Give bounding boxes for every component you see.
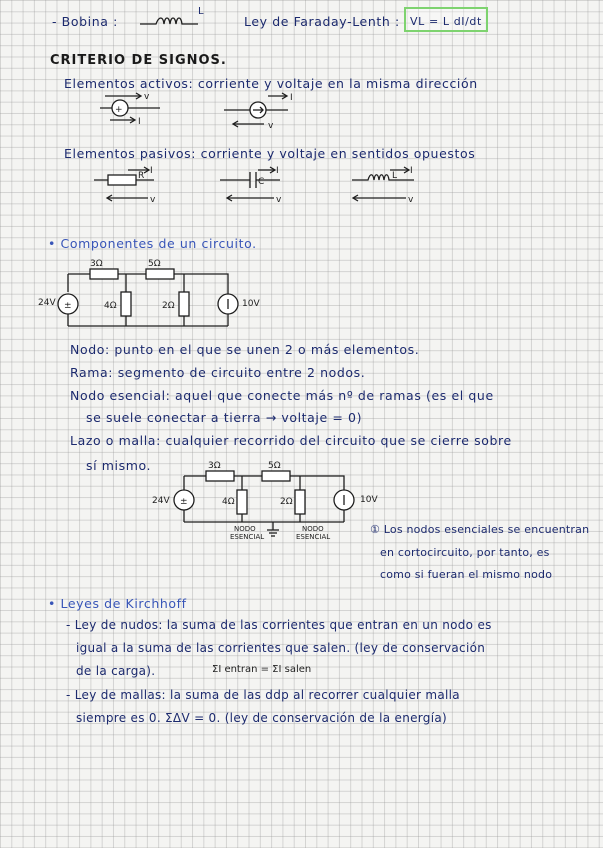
c2-nodo-b-label: NODO [302, 525, 324, 533]
active-v-label-1: v [144, 92, 150, 102]
c2-v1-label: 24V [152, 496, 170, 506]
c2-r2-label: 5Ω [268, 461, 281, 471]
essential-nodes-note-1: ① Los nodos esenciales se encuentran [370, 523, 590, 536]
passive-c-i-label: I [276, 166, 279, 176]
bobina-label: - Bobina : [52, 14, 118, 29]
signs-title: CRITERIO DE SIGNOS. [50, 53, 227, 68]
passive-resistor-symbol [94, 164, 164, 210]
passive-inductor-symbol [352, 164, 432, 210]
svg-text:+: + [115, 105, 123, 115]
c2-r4-label: 2Ω [280, 497, 293, 507]
nodo-definition: Nodo: punto en el que se unen 2 o más elementos. [70, 342, 420, 357]
kirchhoff-heading: • Leyes de Kirchhoff [48, 596, 187, 611]
passive-capacitor-symbol [220, 164, 300, 210]
active-i-label-2: I [290, 93, 293, 103]
c1-r1-label: 3Ω [90, 259, 103, 269]
ley-nudos-line-3: de la carga). [76, 664, 156, 678]
c2-r1-label: 3Ω [208, 461, 221, 471]
svg-text:±: ± [64, 301, 72, 311]
ley-mallas-line-1: - Ley de mallas: la suma de las ddp al recorrer cualquier malla [66, 688, 460, 702]
lazo-definition-2: sí mismo. [86, 458, 152, 473]
passive-l-label: L [392, 171, 398, 181]
coil-symbol-label: L [198, 6, 205, 17]
nodo-esencial-definition-1: Nodo esencial: aquel que conecte más nº de ramas (es el que [70, 388, 494, 403]
c2-v2-label: 10V [360, 495, 378, 505]
active-v-label-2: v [268, 121, 274, 131]
c1-v2-label: 10V [242, 299, 260, 309]
c2-r3-label: 4Ω [222, 497, 235, 507]
active-i-label-1: I [138, 117, 141, 127]
faraday-label: Ley de Faraday-Lenth : [244, 14, 400, 29]
circuit-diagram-2 [178, 458, 378, 548]
active-elements-text: Elementos activos: corriente y voltaje en la misma dirección [64, 76, 478, 91]
ley-nudos-line-1: - Ley de nudos: la suma de las corrientes que entran en un nodo es [66, 618, 492, 632]
essential-nodes-note-3: como si fueran el mismo nodo [380, 568, 553, 581]
c2-esencial-a-label: ESENCIAL [230, 533, 265, 541]
passive-r-label: R [138, 171, 145, 181]
faraday-formula-box [404, 7, 488, 32]
lazo-definition-1: Lazo o malla: cualquier recorrido del circuito que se cierre sobre [70, 433, 512, 448]
passive-c-v-label: v [276, 195, 282, 205]
passive-l-i-label: I [410, 166, 413, 176]
ley-nudos-formula: ΣI entran = ΣI salen [212, 664, 312, 675]
c1-r3-label: 4Ω [104, 301, 117, 311]
ley-mallas-line-2: siempre es 0. ΣΔV = 0. (ley de conservación de la energía) [76, 711, 447, 725]
passive-r-v-label: v [150, 195, 156, 205]
nodo-esencial-definition-2: se suele conectar a tierra → voltaje = 0) [86, 410, 363, 425]
active-source-symbol-1 [100, 92, 160, 132]
c2-nodo-a-label: NODO [234, 525, 256, 533]
ley-nudos-line-2: igual a la suma de las corrientes que salen. (ley de conservación [76, 641, 486, 655]
passive-c-label: C [258, 177, 265, 187]
active-source-symbol-2 [224, 92, 294, 132]
essential-nodes-note-2: en cortocircuito, por tanto, es [380, 546, 550, 559]
circuit-diagram-1 [62, 256, 262, 336]
components-heading: • Componentes de un circuito. [48, 236, 257, 251]
c2-esencial-b-label: ESENCIAL [296, 533, 331, 541]
passive-l-v-label: v [408, 195, 414, 205]
rama-definition: Rama: segmento de circuito entre 2 nodos. [70, 365, 366, 380]
c1-v1-label: 24V [38, 298, 56, 308]
svg-text:±: ± [180, 497, 188, 507]
passive-elements-text: Elementos pasivos: corriente y voltaje en sentidos opuestos [64, 146, 476, 161]
c1-r4-label: 2Ω [162, 301, 175, 311]
passive-r-i-label: I [150, 166, 153, 176]
c1-r2-label: 5Ω [148, 259, 161, 269]
faraday-formula: VL = L dI/dt [410, 15, 482, 28]
